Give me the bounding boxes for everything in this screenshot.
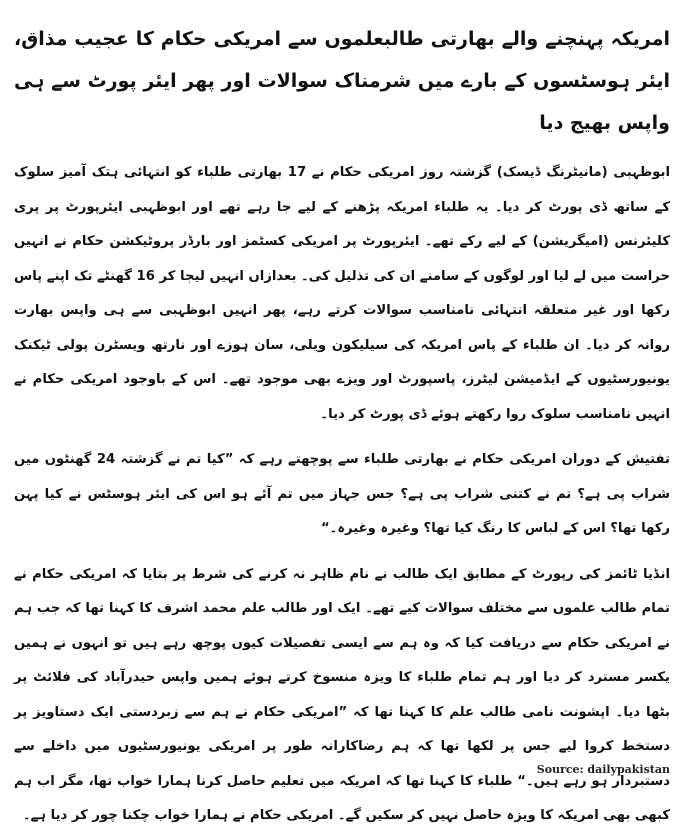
article-paragraph-2: تفتیش کے دوران امریکی حکام نے بھارتی طلباء سے پوچھتے رہے کہ ”کیا تم نے گزشتہ 24 گھنٹوں میں شراب پی ہے؟ تم نے کتنی شراب پی ہے؟ جس جہاز میں تم آئے ہو اس کی ایئر ہوسٹس نے کیا پہن رکھا تھا؟ اس کے لباس کا رنگ کیا تھا؟ وغیرہ وغیرہ۔“ [14,452,670,536]
source-credit: Source: dailypakistan [536,763,670,776]
article-paragraph-3: انڈیا ٹائمز کی رپورٹ کے مطابق ایک طالب نے نام ظاہر نہ کرنے کی شرط پر بتایا کہ امریکی حکام نے تمام طالب علموں سے مختلف سوالات کیے تھے۔ ایک اور طالب علم محمد اشرف کا کہنا تھا کہ جب ہم نے امریکی حکام سے دریافت کیا کہ وہ ہم سے ایسی تفصیلات کیوں پوچھ رہے ہیں تو انہوں نے ہمیں یکسر مسترد کر دیا اور ہم تمام طلباء کا ویزہ منسوخ کرتے ہوئے ہمیں واپس حیدرآباد کی فلائٹ پر بٹھا دیا۔ اپشونت نامی طالب علم کا کہنا تھا کہ ”امریکی حکام نے ہم سے زبردستی ایک دستاویز پر دستخط کروا لیے جس پر لکھا تھا کہ ہم رضاکارانہ طور پر امریکی یونیورسٹیوں میں داخلے سے دستبردار ہو رہے ہیں۔“ طلباء کا کہنا تھا کہ امریکہ میں تعلیم حاصل کرنا ہمارا خواب تھا، مگر اب ہم کبھی بھی امریکہ کا ویزہ حاصل نہیں کر سکیں گے۔ امریکی حکام نے ہمارا خواب چکنا چور کر دیا ہے۔ [14,566,670,823]
article-headline: امریکہ پہنچنے والے بھارتی طالبعلموں سے امریکی حکام کا عجیب مذاق، ایئر ہوسٹسوں کے بارے میں شرمناک سوالات اور پھر ایئر پورٹ سے ہی واپس بھیج دیا [14,28,670,134]
article-paragraph-1: ابوظہبی (مانیٹرنگ ڈیسک) گزشتہ روز امریکی حکام نے 17 بھارتی طلباء کو انتہائی ہتک آمیز سلوک کے ساتھ ڈی پورٹ کر دیا۔ یہ طلباء امریکہ پڑھنے کے لیے جا رہے تھے اور ابوظہبی ایئرپورٹ پر پری کلیئرنس (امیگریشن) کے لیے رکے تھے۔ ایئرپورٹ پر امریکی کسٹمز اور بارڈر پروٹیکشن حکام نے انہیں حراست میں لے لیا اور لوگوں کے سامنے ان کی تذلیل کی۔ بعدازاں انہیں لیجا کر 16 گھنٹے تک اپنے پاس رکھا اور غیر متعلقہ انتہائی نامناسب سوالات کرتے رہے، پھر انہیں ابوظہبی سے ہی واپس بھارت روانہ کر دیا۔ ان طلباء کے پاس امریکہ کی سیلیکون ویلی، سان ہوزے اور نارتھ ویسٹرن پولی ٹیکنک یونیورسٹیوں کے ایڈمیشن لیٹرز، پاسپورٹ اور ویزے بھی موجود تھے۔ اس کے باوجود امریکی حکام نے انہیں نامناسب سلوک روا رکھتے ہوئے ڈی پورٹ کر دیا۔ [14,165,671,422]
